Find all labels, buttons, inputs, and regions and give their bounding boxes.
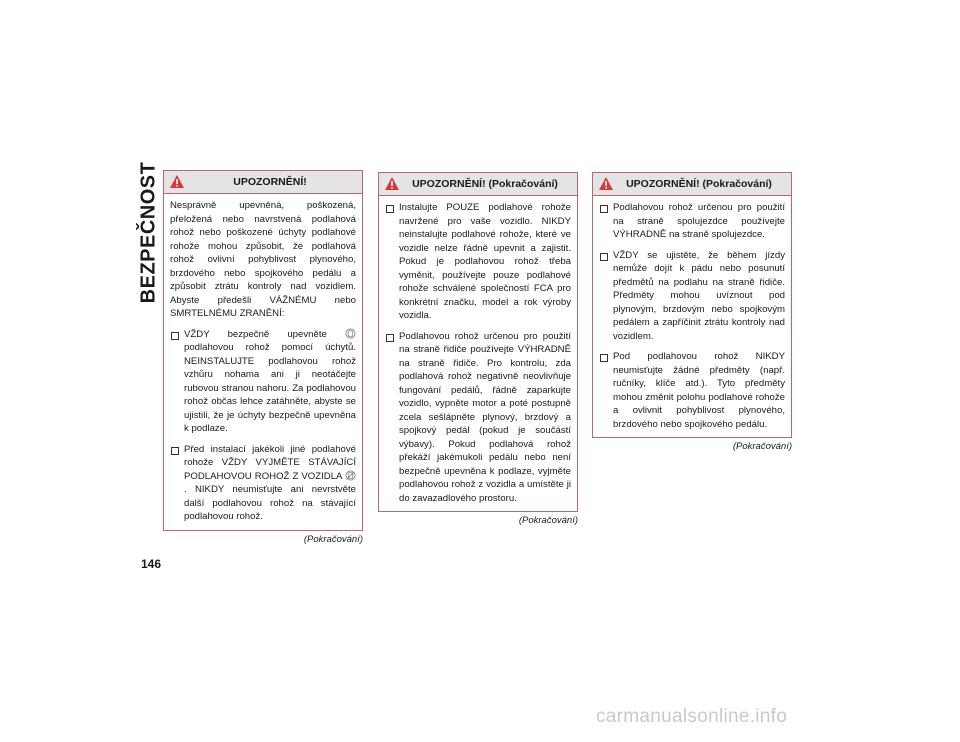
warning-box — [592, 172, 792, 438]
continuation-label: (Pokračování) — [303, 533, 363, 545]
warning-triangle-icon — [598, 176, 614, 191]
floor-mat-remove-icon — [345, 470, 356, 481]
bullet-square-icon — [600, 253, 608, 261]
warning-item — [599, 249, 785, 344]
watermark: carmanualsonline.info — [596, 706, 788, 727]
bullet-square-icon — [386, 205, 394, 213]
continuation-label: (Pokračování) — [518, 515, 578, 526]
warning-triangle-icon — [169, 174, 185, 189]
warning-column-1 — [163, 170, 363, 545]
bullet-square-icon — [171, 447, 179, 455]
bullet-square-icon — [171, 332, 179, 340]
warning-box — [163, 170, 363, 531]
warning-box — [378, 172, 578, 512]
warning-item — [385, 330, 571, 506]
item-text: Pod podlahovou rohož NIKDY neumisťujte žádné předměty (např. ručníky, klíče atd.). Tyto předměty mohou změnit polohu podlahové rohože a ovlivnit pohyblivost plynového, brzdového nebo spojkového pedálu. — [613, 351, 785, 430]
warning-title: UPOZORNĚNÍ! (Pokračování) — [626, 178, 772, 190]
bullet-square-icon — [386, 334, 394, 342]
item-text: Instalujte POUZE podlahové rohože navržené pro vaše vozidlo. NIKDY neinstalujte podlahové rohože, které ve vozidle nelze řádně upevnit a zajistit. Pokud je podlahovou rohož třeba vyměnit, používejte pouze podlahové rohože schválené společností FCA pro konkrétní značku, model a rok výroby vozidla. — [399, 202, 571, 321]
section-title-vertical — [134, 161, 164, 303]
warning-title: UPOZORNĚNÍ! (Pokračování) — [412, 178, 558, 190]
warning-item — [170, 328, 356, 436]
bullet-square-icon — [600, 205, 608, 213]
item-text: VŽDY se ujistěte, že během jízdy nemůže dojít k pádu nebo posunutí předmětů na podlahu na straně řidiče. Předměty mohou uvíznout pod plynovým, brzdovým nebo spojkovým pedálem a zapříčinit ztrátu kontroly nad vozidlem. — [613, 249, 785, 342]
section-title: BEZPEČNOST — [137, 161, 160, 303]
warning-column-2 — [378, 172, 578, 526]
item-text: VŽDY bezpečně upevněte — [184, 328, 327, 340]
warning-item — [385, 201, 571, 323]
warning-item — [599, 350, 785, 431]
bullet-square-icon — [600, 354, 608, 362]
warning-header — [379, 173, 577, 196]
item-text: Podlahovou rohož určenou pro použití na straně řidiče používejte VÝHRADNĚ na straně řidiče. Pro kontrolu, zda podlahová rohož negativně neovlivňuje fungování pedálů, řádně zaparkujte vozidlo, vypněte motor a poté postupně zcela sešlápněte plynový, brzdový a spojkový pedál (pokud je součástí výbavy). Pokud podlahová rohož překáží jakémukoli pedálu nebo není bezpečně upevněna k podlaze, vyjměte podlahovou rohož z vozidla a umístěte ji do zavazadlového prostoru. — [399, 330, 571, 504]
warning-column-3 — [592, 172, 792, 452]
warning-header — [593, 173, 791, 196]
warning-body — [164, 194, 362, 530]
warning-item — [170, 443, 356, 524]
floor-mat-fasten-icon — [345, 328, 356, 339]
warning-intro: Nesprávně upevněná, poškozená, přeložená nebo navrstvená podlahová rohož nebo poškozené úchyty podlahové rohože mohou způsobit, že podlahová rohož ovlivní pohyblivost plynového, brzdového nebo spojkového pedálu a způsobit ztrátu kontroly nad vozidlem. Abyste předešli VÁŽNÉMU nebo SMRTELNÉMU ZRANĚNÍ: — [170, 200, 356, 319]
item-text: Před instalací jakékoli jiné podlahové rohože VŽDY VYJMĚTE STÁVAJÍCÍ PODLAHOVOU ROHOŽ Z VOZIDLA — [184, 443, 356, 482]
warning-triangle-icon — [384, 176, 400, 191]
item-text: Podlahovou rohož určenou pro použití na straně spolujezdce používejte VÝHRADNĚ na straně spolujezdce. — [613, 202, 785, 240]
warning-header — [164, 171, 362, 194]
page-number: 146 — [141, 557, 162, 571]
item-text: podlahovou rohož pomocí úchytů. NEINSTALUJTE podlahovou rohož vzhůru nohama ani ji neotáčejte rubovou stranou nahoru. Za podlahovou rohož občas lehce zatáhněte, abyste se ujistili, že je úchyty bezpečně upevněna k podlaze. — [184, 342, 356, 434]
warning-body — [379, 196, 577, 511]
continuation-label: (Pokračování) — [732, 441, 792, 452]
warning-body — [593, 196, 791, 437]
warning-title: UPOZORNĚNÍ! — [233, 176, 307, 188]
item-text: . NIKDY neumisťujte ani nevrstvěte další podlahovou rohož na stávající podlahovou rohož. — [184, 484, 356, 522]
warning-item — [599, 201, 785, 242]
